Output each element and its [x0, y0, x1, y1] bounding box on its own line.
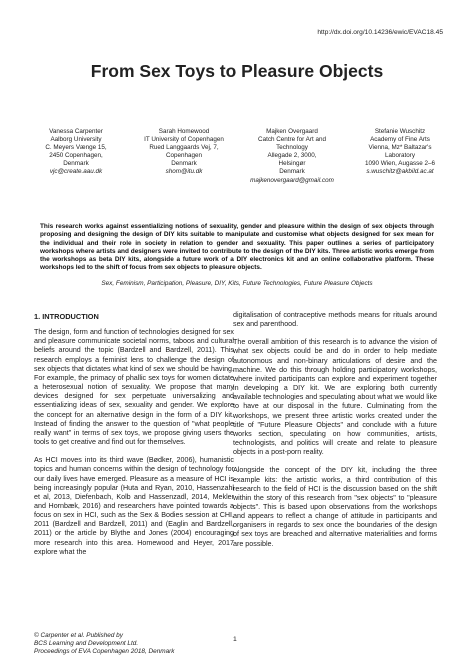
doi-link[interactable]: http://dx.doi.org/10.14236/ewic/EVAC18.45	[317, 29, 443, 36]
section-heading: 1. INTRODUCTION	[34, 312, 99, 321]
author-name: Sarah Homewood	[158, 128, 210, 135]
author-email[interactable]: majkenovergaard@gmail.com	[250, 176, 334, 184]
body-paragraph: Alongside the concept of the DIY kit, including the three example kits: the artistic works, a third contribution of this research to the field of HCI is the discussion based on the shift within the story of this research from "sex objects" to "pleasure objects". This is based upon observations from the workshops and appears to reflect a change of attitude in participants and organisers in regards to sex once the boundaries of the design of sex toys are breached and alternative materialities and forms are possible.	[233, 466, 437, 548]
body-paragraph: digitalisation of contraceptive methods means for rituals around sex and parenthood.	[233, 311, 437, 329]
page-number: 1	[233, 636, 237, 643]
right-column	[233, 311, 437, 558]
author-affiliation-line: Denmark	[279, 168, 305, 176]
footer-line: © Carpenter et al. Published by	[34, 632, 123, 639]
body-paragraph: The design, form and function of technologies designed for sex and pleasure communicate societal norms, taboos and cultural beliefs around the topic (Bardzell and Bardzell, 2011). This research employs a feminist lens to challenge the design of sex objects that dictates what kind of sex we should be having. For example, the primacy of phallic sex toys for women dictate a heterosexual notion of sexuality. We propose that many devices designed for sex perpetuate universalizing and essentializing ideas of sex, sexuality and gender. We explore the concept for an alternative design in the form of a DIY kit. Instead of finding the answer to the question of "what people really want" in terms of sex toys, we propose giving users the tools to get creative and find out for themselves.	[34, 328, 234, 447]
author-affiliation-line: Catch Centre for Art and	[258, 136, 326, 144]
author-affiliation-line: Denmark	[171, 160, 197, 168]
author-affiliation-line: Copenhagen	[165, 152, 203, 160]
author-affiliation-line: Laboratory	[384, 152, 416, 160]
author-affiliation-line: Academy of Fine Arts	[370, 136, 430, 144]
author-card	[22, 128, 130, 185]
footer-line: BCS Learning and Development Ltd.	[34, 640, 139, 647]
author-email[interactable]: vjc@create.aau.dk	[49, 168, 103, 176]
abstract: This research works against essentializing notions of sexuality, gender and pleasure within the design of sex objects through proposing and designing the design of DIY kits suitable to manipulate and customise what objects designed for sex mean for the individual and their role in society in relation to gender and sexuality. This paper outlines a series of participatory workshops where artists and designers were invited to contribute to the design of the DIY kits. Three artistic works emerge from the workshops as beta DIY kits, alongside a future work of a DIY electronics kit and an online collaborative platform. These workshops led to the shift of focus from sex objects to pleasure objects.	[40, 223, 434, 272]
author-card	[238, 128, 346, 185]
author-affiliation-line: Technology	[276, 144, 308, 152]
author-affiliation-line: Vienna, Mz* Baltazar's	[368, 144, 432, 152]
paper-title: From Sex Toys to Pleasure Objects	[90, 61, 384, 81]
author-affiliation-line: Rued Langgaards Vej, 7,	[149, 144, 219, 152]
author-affiliation-line: 1090 Wien, Augasse 2–6	[364, 160, 436, 168]
footer-line: Proceedings of EVA Copenhagen 2018, Denmark	[34, 648, 175, 655]
keywords: Sex, Feminism, Participation, Pleasure, DIY, Kits, Future Technologies, Future Pleasure Objects	[101, 280, 373, 287]
author-card	[130, 128, 238, 185]
author-email[interactable]: shom@itu.dk	[165, 168, 203, 176]
left-column	[34, 312, 234, 566]
author-name: Majken Overgaard	[266, 128, 318, 135]
author-block	[22, 128, 454, 185]
body-paragraph: The overall ambition of this research is to advance the vision of what sex objects could be and do in order to help mediate autonomous and non-binary articulations of desire and the machine. We do this through holding participatory workshops, where invited participants can explore and experiment together in developing a DIY kit. We are exploring both currently available technologies and speculating about what we would like to have at our disposal in the future. Culminating from the workshops, we present three artistic works created under the title of "Future Pleasure Objects" and conclude with a future works section, speculating on how communities, artists, technologists, and politics will create and relate to pleasure objects in a post-porn reality.	[233, 338, 437, 457]
author-affiliation-line: Aalborg University	[50, 136, 102, 144]
body-paragraph: As HCI moves into its third wave (Bødker, 2006), humanistic topics and human concerns within the design of technology for our daily lives have emerged. Pleasure as a measure of HCI is being increasingly popular (Huta and Ryan, 2010, Hassenzahl et al, 2013, Diefenbach, Kolb and Hassenzadl, 2014, Mekler and Hornbæk, 2016) and researchers have pointed towards a focus on sex in HCI, such as the Sex & Bodies session at CHI, 2011 (Bardzell and Bardzell, 2011) and (Eaglin and Bardzell, 2011) or the article by Blythe and Jones (2004) encouraging more research into this area. Homewood and Heyer, 2017 explore what the	[34, 456, 234, 556]
author-affiliation-line: IT University of Copenhagen	[144, 136, 224, 144]
author-name: Stefanie Wuschitz	[374, 128, 426, 135]
author-affiliation-line: C. Meyers Vænge 15,	[45, 144, 107, 152]
author-email[interactable]: s.wuschitz@akbild.ac.at	[366, 168, 434, 176]
author-affiliation-line: Denmark	[63, 160, 89, 168]
author-affiliation-line: Helsingør	[278, 160, 306, 168]
author-affiliation-line: 2450 Copenhagen,	[49, 152, 103, 160]
author-name: Vanessa Carpenter	[49, 128, 103, 135]
author-affiliation-line: Allegade 2, 3000,	[267, 152, 317, 160]
copyright-footer	[34, 632, 174, 656]
author-card	[346, 128, 454, 185]
